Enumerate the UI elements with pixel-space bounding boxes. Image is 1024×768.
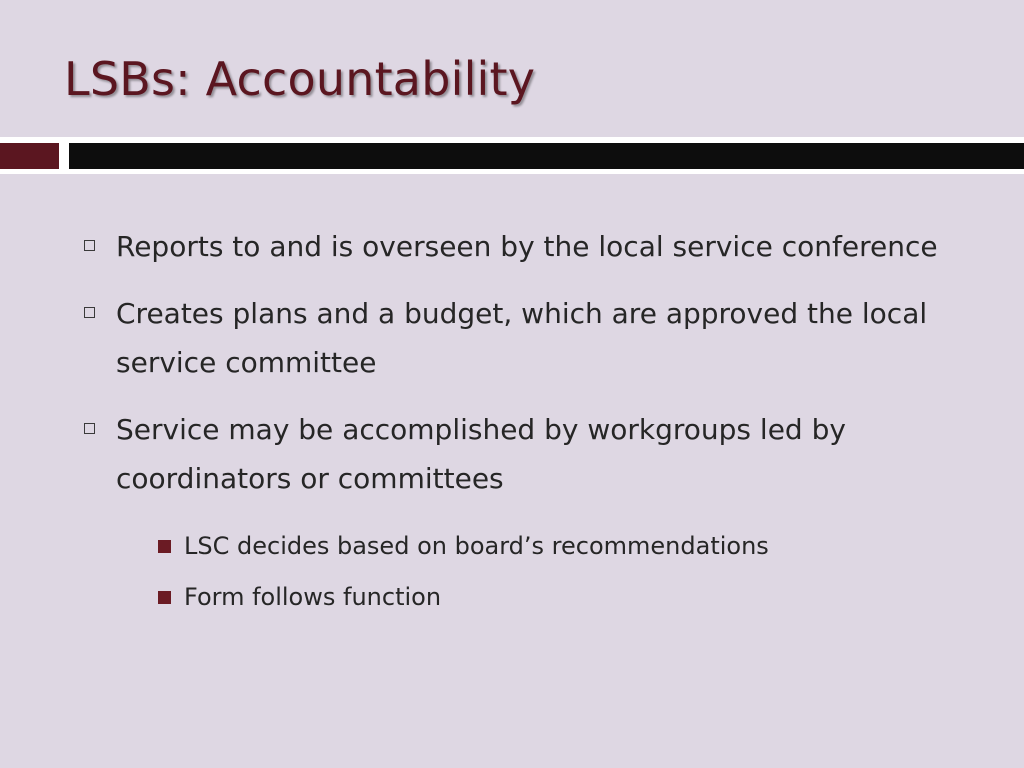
title-divider-accent [0,143,59,169]
slide-title: LSBs: Accountability [64,52,536,106]
sub-bullet-item [158,572,960,623]
bullet-item [80,289,960,387]
bullet-text: Reports to and is overseen by the local service conference [116,230,938,263]
bullet-text: Service may be accomplished by workgroups led by coordinators or committees [116,413,846,495]
sub-bullet-item [158,521,960,572]
sub-bullet-text: Form follows function [184,583,442,611]
hollow-square-bullet-icon [84,307,95,318]
hollow-square-bullet-icon [84,240,95,251]
filled-square-bullet-icon [158,591,171,604]
slide-body [80,222,960,623]
bullet-text: Creates plans and a budget, which are approved the local service committee [116,297,928,379]
title-divider-bar [69,143,1024,169]
sub-bullet-text: LSC decides based on board’s recommendations [184,532,769,560]
sub-bullet-list [158,521,960,623]
filled-square-bullet-icon [158,540,171,553]
hollow-square-bullet-icon [84,423,95,434]
bullet-item [80,222,960,271]
bullet-item [80,405,960,503]
